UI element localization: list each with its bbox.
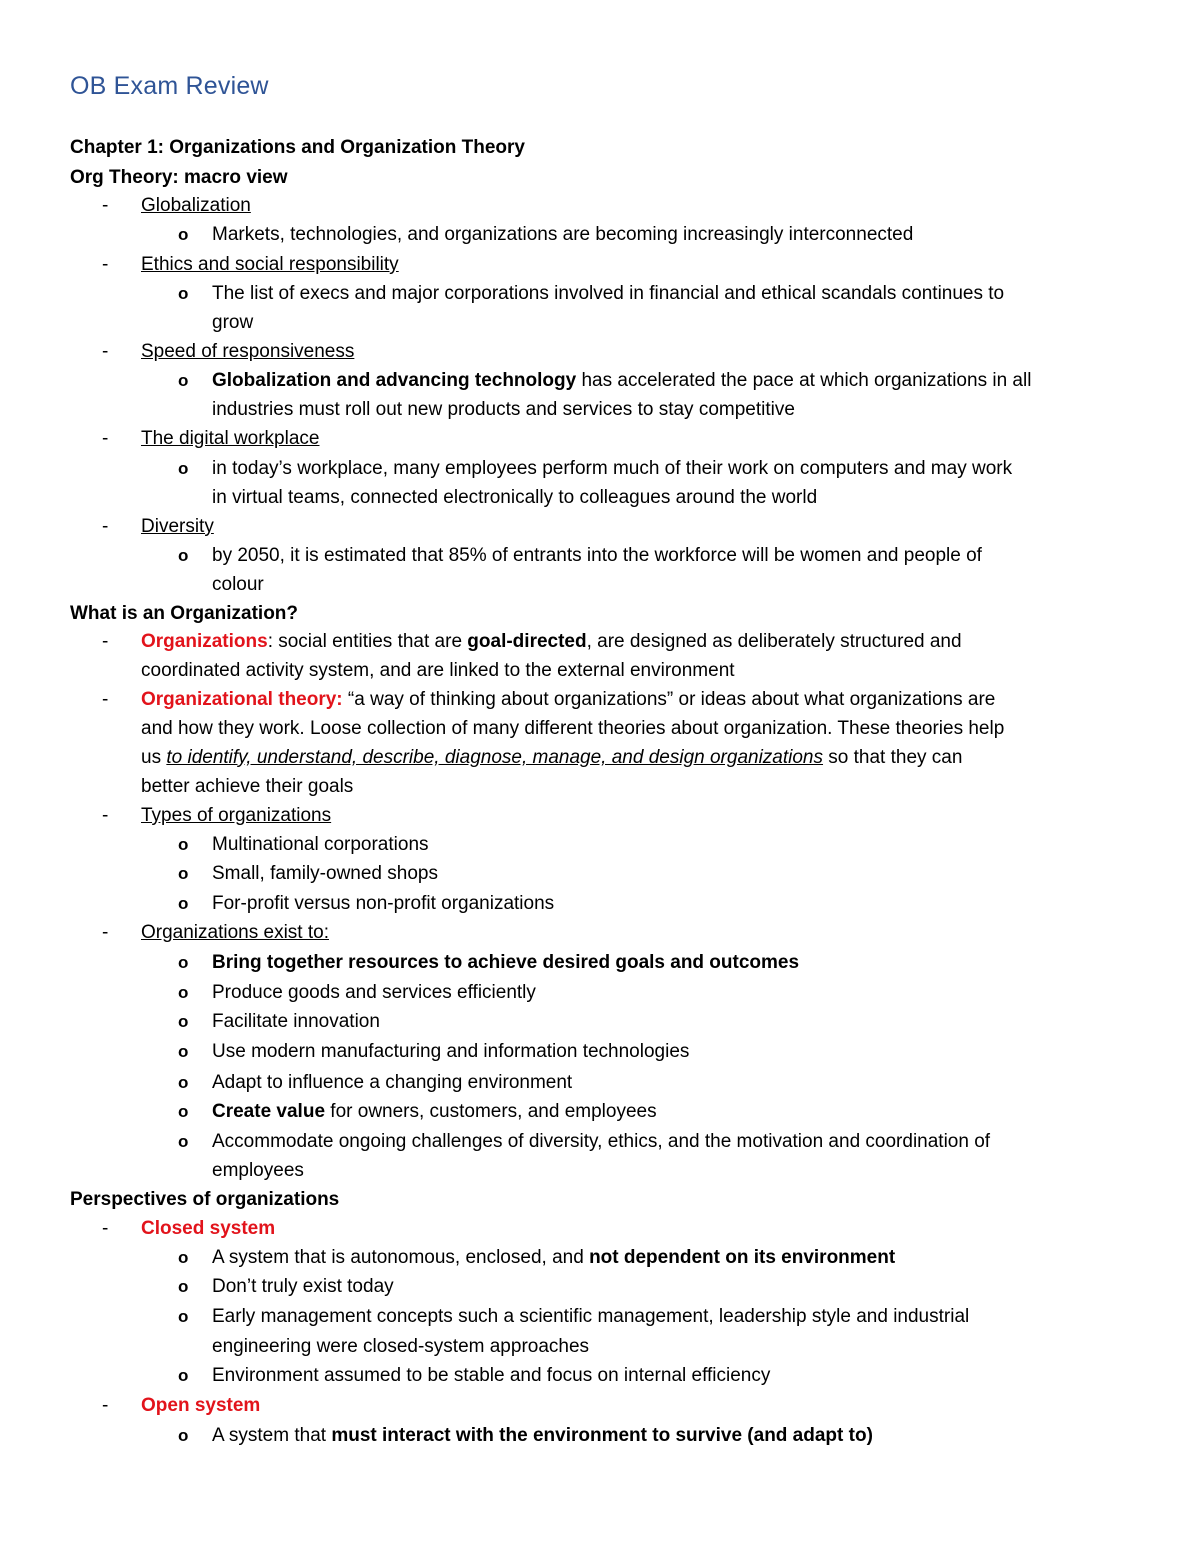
theory-def-text: “a way of thinking about organizations” or ideas about what organizations are [342,689,996,710]
exist-item: Facilitate innovation [212,1011,380,1032]
dash-bullet: - [102,254,109,275]
digital-note-line1: in today’s workplace, many employees perform much of their work on computers and may work [212,458,1013,479]
dash-bullet: - [102,805,109,826]
theory-def-text: us [141,747,167,768]
organizations-term: Organizations [141,631,268,652]
dash-bullet: - [102,689,109,710]
circle-bullet: o [178,546,189,565]
circle-bullet: o [178,1248,189,1267]
chapter-heading: Chapter 1: Organizations and Organization Theory [70,137,525,158]
document-title: OB Exam Review [70,72,269,100]
digital-note-line2: in virtual teams, connected electronically to colleagues around the world [212,487,818,508]
circle-bullet: o [178,225,189,244]
theory-def-line1 [141,688,995,712]
circle-bullet: o [178,1307,189,1326]
exist-item-cont: employees [212,1160,304,1181]
closed-item-cont: engineering were closed-system approaches [212,1336,590,1357]
speed-label: Speed of responsiveness [141,341,355,362]
create-value-bold: Create value [212,1101,326,1122]
perspectives-heading: Perspectives of organizations [70,1189,340,1210]
exist-item-text: for owners, customers, and employees [325,1101,657,1122]
dash-bullet: - [102,1218,109,1239]
theory-def-text: so that they can [823,747,963,768]
circle-bullet: o [178,371,189,390]
globalization-label: Globalization [141,195,251,216]
closed-item: Environment assumed to be stable and focus on internal efficiency [212,1365,771,1386]
closed-system-label: Closed system [141,1218,276,1239]
dash-bullet: - [102,516,109,537]
dash-bullet: - [102,341,109,362]
organizations-def-line2: coordinated activity system, and are linked to the external environment [141,660,735,681]
circle-bullet: o [178,284,189,303]
types-label: Types of organizations [141,805,332,826]
dash-bullet: - [102,631,109,652]
dash-bullet: - [102,922,109,943]
closed-item [212,1246,895,1270]
circle-bullet: o [178,953,189,972]
exist-item: Adapt to influence a changing environment [212,1072,573,1093]
circle-bullet: o [178,1277,189,1296]
circle-bullet: o [178,1132,189,1151]
digital-label: The digital workplace [141,428,320,449]
theory-def-line4: better achieve their goals [141,776,354,797]
circle-bullet: o [178,459,189,478]
open-item-bold: must interact with the environment to survive (and adapt to) [331,1425,873,1446]
speed-note-line2: industries must roll out new products and services to stay competitive [212,399,795,420]
circle-bullet: o [178,1012,189,1031]
organizations-def-text: : social entities that are [267,631,468,652]
closed-item-bold: not dependent on its environment [589,1247,896,1268]
diversity-note-line2: colour [212,574,264,595]
speed-note-line1 [212,369,1031,393]
exist-item: Bring together resources to achieve desired goals and outcomes [212,952,800,973]
exist-item: Produce goods and services efficiently [212,982,536,1003]
organizations-def-line1 [141,630,962,654]
globalization-note: Markets, technologies, and organizations are becoming increasingly interconnected [212,224,914,245]
dash-bullet: - [102,428,109,449]
types-item: Small, family-owned shops [212,863,438,884]
org-theory-heading: Org Theory: macro view [70,167,288,188]
exist-item: Use modern manufacturing and information technologies [212,1041,690,1062]
theory-def-line3 [141,746,962,770]
ethics-note-line1: The list of execs and major corporations involved in financial and ethical scandals continues to [212,283,1005,304]
speed-note-bold: Globalization and advancing technology [212,370,577,391]
dash-bullet: - [102,195,109,216]
circle-bullet: o [178,864,189,883]
circle-bullet: o [178,983,189,1002]
types-item: Multinational corporations [212,834,429,855]
circle-bullet: o [178,1102,189,1121]
theory-def-line2: and how they work. Loose collection of many different theories about organization. These theories help [141,718,1005,739]
goal-directed-bold: goal-directed [467,631,587,652]
organizational-theory-term: Organizational theory: [141,689,343,710]
theory-def-italic: to identify, understand, describe, diagnose, manage, and design organizations [166,747,824,768]
ethics-note-line2: grow [212,312,254,333]
dash-bullet: - [102,1395,109,1416]
diversity-note-line1: by 2050, it is estimated that 85% of entrants into the workforce will be women and people of [212,545,982,566]
closed-item: Early management concepts such a scientific management, leadership style and industrial [212,1306,970,1327]
circle-bullet: o [178,1366,189,1385]
circle-bullet: o [178,1042,189,1061]
exist-label: Organizations exist to: [141,922,329,943]
circle-bullet: o [178,1426,189,1445]
circle-bullet: o [178,894,189,913]
closed-item: Don’t truly exist today [212,1276,394,1297]
open-item-text: A system that [212,1425,332,1446]
speed-note-rest: has accelerated the pace at which organizations in all [576,370,1032,391]
open-item [212,1424,873,1448]
types-item: For-profit versus non-profit organizations [212,893,555,914]
open-system-label: Open system [141,1395,261,1416]
exist-item: Accommodate ongoing challenges of diversity, ethics, and the motivation and coordination of [212,1131,991,1152]
closed-item-text: A system that is autonomous, enclosed, and [212,1247,590,1268]
exist-item [212,1100,657,1124]
ethics-label: Ethics and social responsibility [141,254,399,275]
organizations-def-text: , are designed as deliberately structured and [586,631,962,652]
circle-bullet: o [178,1073,189,1092]
what-is-heading: What is an Organization? [70,603,299,624]
circle-bullet: o [178,835,189,854]
diversity-label: Diversity [141,516,214,537]
